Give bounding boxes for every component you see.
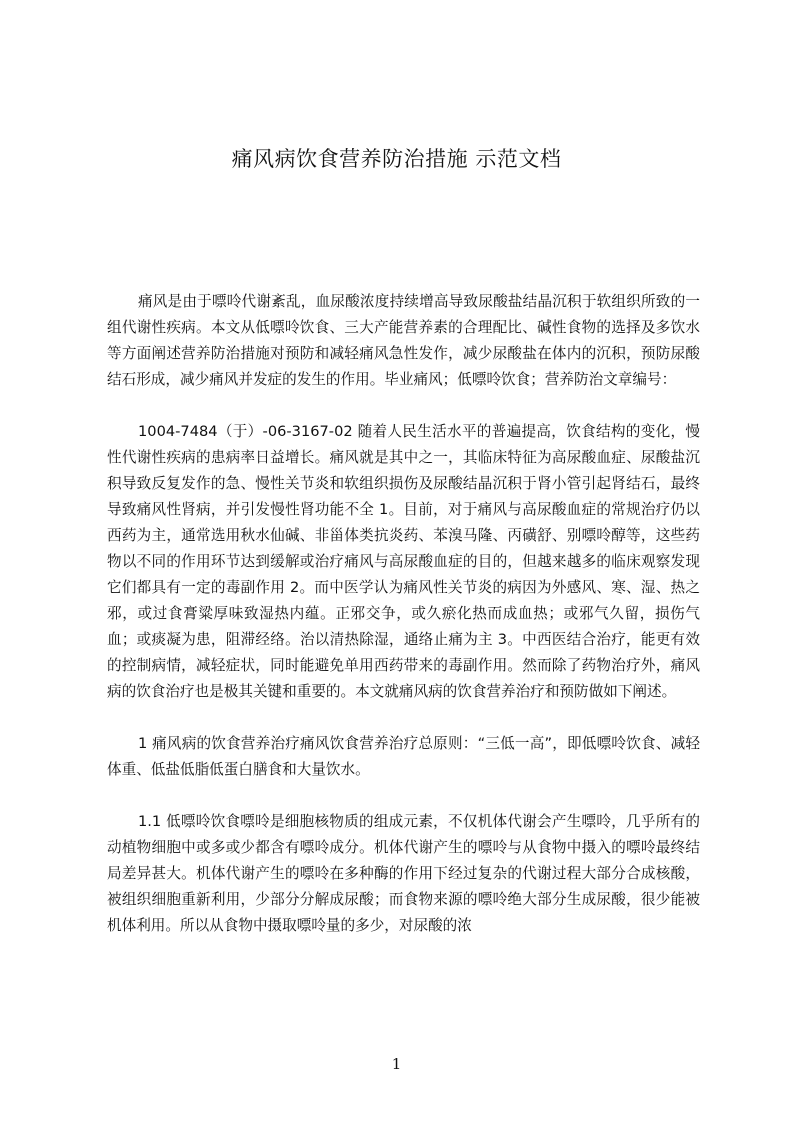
document-title: 痛风病饮食营养防治措施 示范文档 xyxy=(231,147,562,171)
document-body xyxy=(107,289,700,939)
paragraph-treatment-principle: 1 痛风病的饮食营养治疗痛风饮食营养治疗总原则：“三低一高”，即低嘌呤饮食、减轻体重、低盐低脂低蛋白膳食和大量饮水。 xyxy=(107,735,700,778)
paragraph-abstract: 痛风是由于嘌呤代谢紊乱，血尿酸浓度持续增高导致尿酸盐结晶沉积于软组织所致的一组代谢性疾病。本文从低嘌呤饮食、三大产能营养素的合理配比、碱性食物的选择及多饮水等方面阐述营养防治措施对预防和减轻痛风急性发作，减少尿酸盐在体内的沉积，预防尿酸结石形成，减少痛风并发症的发生的作用。毕业痛风；低嘌呤饮食；营养防治文章编号： xyxy=(107,293,700,388)
page-number: 1 xyxy=(391,1055,402,1073)
paragraph-introduction: 1004-7484（于）-06-3167-02 随着人民生活水平的普遍提高，饮食结构的变化，慢性代谢性疾病的患病率日益增长。痛风就是其中之一，其临床特征为高尿酸血症、尿酸盐沉积导致反复发作的急、慢性关节炎和软组织损伤及尿酸结晶沉积于肾小管引起肾结石，最终导致痛风性肾病，并引发慢性肾功能不全 1。目前，对于痛风与高尿酸血症的常规治疗仍以西药为主，通常选用秋水仙碱、非甾体类抗炎药、苯溴马隆、丙磺舒、别嘌呤醇等，这些药物以不同的作用环节达到缓解或治疗痛风与高尿酸血症的目的，但越来越多的临床观察发现它们都具有一定的毒副作用 2。而中医学认为痛风性关节炎的病因为外感风、寒、湿、热之邪，或过食膏粱厚味致湿热内蕴。正邪交争，或久瘀化热而成血热；或邪气久留，损伤气血；或痰凝为患，阻滞经络。治以清热除湿，通络止痛为主 3。中西医结合治疗，能更有效的控制病情，减轻症状，同时能避免单用西药带来的毒副作用。然而除了药物治疗外，痛风病的饮食治疗也是极其关键和重要的。本文就痛风病的饮食营养治疗和预防做如下阐述。 xyxy=(107,423,700,700)
paragraph-low-purine-diet: 1.1 低嘌呤饮食嘌呤是细胞核物质的组成元素，不仅机体代谢会产生嘌呤，几乎所有的动植物细胞中或多或少都含有嘌呤成分。机体代谢产生的嘌呤与从食物中摄入的嘌呤最终结局差异甚大。机体代谢产生的嘌呤在多种酶的作用下经过复杂的代谢过程大部分合成核酸，被组织细胞重新利用，少部分分解成尿酸；而食物来源的嘌呤绝大部分生成尿酸，很少能被机体利用。所以从食物中摄取嘌呤量的多少，对尿酸的浓 xyxy=(107,813,700,934)
